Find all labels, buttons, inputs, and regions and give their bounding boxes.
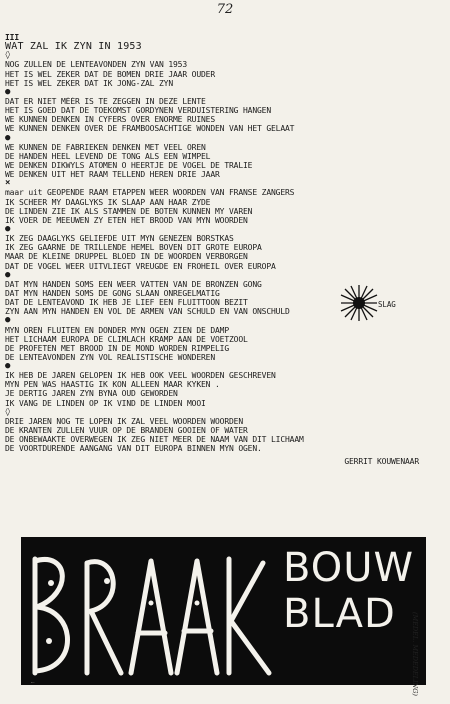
braak-logo [21,537,281,685]
stanza-separator: ● [5,316,11,326]
stanza-separator: ◊ [5,407,11,417]
poem-line: JE DERTIG JAREN ZYN BYNA OUD GEWORDEN [5,389,178,399]
poem-line: DAT MYN HANDEN SOMS EEN WEER VATTEN VAN DE BRONZEN GONG [5,279,262,289]
poem-line: HET LICHAAM EUROPA DE CLIMLACH KRAMP AAN DE VOETZOOL [5,334,248,344]
poem-title: WAT ZAL IK ZYN IN 1953 [5,42,142,52]
side-note: (MEDEL. MEDEDELING) [411,612,419,696]
poem-line: DE LINDEN ZIE IK ALS STAMMEN DE BOTEN KUNNEN MY VAREN [5,206,253,216]
poem-line: MYN PEN WAS HAASTIG IK KON ALLEEN MAAR KYKEN . [5,380,220,390]
braak-banner [21,537,426,685]
poem-line: WE DENKEN UIT HET RAAM TELLEND HEREN DRIE JAAR [5,170,220,180]
poem-line: IK VOER DE MEEUWEN ZY ETEN HET BROOD VAN MYN WOORDEN [5,215,248,225]
poem-line: DE KRANTEN ZULLEN VUUR OP DE BRANDEN GOOIEN OF WATER [5,426,248,436]
poem-line: DAT DE LENTEAVOND IK HEB JE LIEF EEN FLUITTOON BEZIT [5,298,248,308]
poem-line: maar uit GEOPENDE RAAM ETAPPEN WEER WOORDEN VAN FRANSE ZANGERS [5,188,295,198]
stanza-separator: ● [5,87,11,97]
slag-label: SLAG [378,300,396,309]
poem-line: NOG ZULLEN DE LENTEAVONDEN ZYN VAN 1953 [5,60,187,70]
poem-line: WE DENKEN DIKWYLS ATOMEN O HEERTJE DE VOGEL DE TRALIE [5,160,253,170]
poem-line: ZYN AAN MYN HANDEN EN VOL DE ARMEN VAN SCHULD EN VAN ONSCHULD [5,307,290,317]
stanza-separator: ● [5,133,11,143]
poem-line: DE VOORTDURENDE AANGANG VAN DIT EUROPA BINNEN MYN OGEN. [5,444,262,454]
poem-line: DAT MYN HANDEN SOMS DE GONG SLAAN ONREGELMATIG [5,288,220,298]
stanza-separator: × [5,179,11,189]
poem-line: WE KUNNEN DE FABRIEKEN DENKEN MET VEEL OREN [5,142,206,152]
poem-line: MYN OREN FLUITEN EN DONDER MYN OGEN ZIEN DE DAMP [5,325,229,335]
poem-line: HET IS WEL ZEKER DAT DE BOMEN DRIE JAAR OUDER [5,69,215,79]
stanza-separator: ● [5,362,11,372]
poem-line: DE HANDEN HEEL LEVEND DE TONG ALS EEN WIMPEL [5,151,211,161]
poem-line: DE ONBEWAAKTE OVERWEGEN IK ZEG NIET MEER DE NAAM VAN DIT LICHAAM [5,435,304,445]
poem-line: DRIE JAREN NOG TE LOPEN IK ZAL VEEL WOORDEN WOORDEN [5,416,243,426]
poem-line: IK SCHEER MY DAAGLYKS IK SLAAP AAN HAAR ZYDE [5,197,211,207]
stanza-separator: ● [5,224,11,234]
poem-line: IK HEB DE JAREN GELOPEN IK HEB OOK VEEL WOORDEN GESCHREVEN [5,371,276,381]
poem-line: WE KUNNEN DENKEN IN CYFERS OVER ENORME RUINES [5,115,215,125]
stanza-separator: ◊ [5,51,11,61]
blad-word: BLAD [283,591,396,637]
page-number: 72 [216,2,234,17]
poem-line: DAT ER NIET MÉÉR IS TE ZEGGEN IN DEZE LENTE [5,96,206,106]
bouw-word: BOUW [283,545,415,591]
poem-line: IK ZEG GAARNE DE TRILLENDE HEMEL BOVEN DIT GROTE EUROPA [5,243,262,253]
ink-starburst-icon [338,283,380,323]
section-numeral: III [5,33,19,42]
poem-line: MAAR DE KLEINE DRUPPEL BLOED IN DE WOORDEN VERBORGEN [5,252,248,262]
poem-line: IK VANG DE LINDEN OP IK VIND DE LINDEN MOOI [5,398,206,408]
poem-line: DAT DE VOGEL WEER UITVLIEGT VREUGDE EN FROHEIL OVER EUROPA [5,261,276,271]
poem-line: DE LENTEAVONDEN ZYN VOL REALISTISCHE WONDEREN [5,352,215,362]
bouw-blad-title [283,545,423,637]
stanza-separator: ● [5,270,11,280]
poem-line: WE KUNNEN DENKEN OVER DE FRAMBOOSACHTIGE WONDEN VAN HET GELAAT [5,124,295,134]
poem-line: IK ZEG DAAGLYKS GELIEFDE UIT MYN GENEZEN BORSTKAS [5,234,234,244]
poem-line: HET IS WEL ZEKER DAT IK JONG-ZAL ZYN [5,78,173,88]
poem-line: HET IS GOED DAT DE TOEKOMST GORDYNEN VERDUISTERING HANGEN [5,106,271,116]
braak-logo-text: BRAAK [31,683,35,684]
signature: GERRIT KOUWENAAR [344,457,419,467]
poem [5,33,447,467]
poem-line: DE PROFETEN MET BROOD IN DE MOND WORDEN RIMPELIG [5,343,229,353]
